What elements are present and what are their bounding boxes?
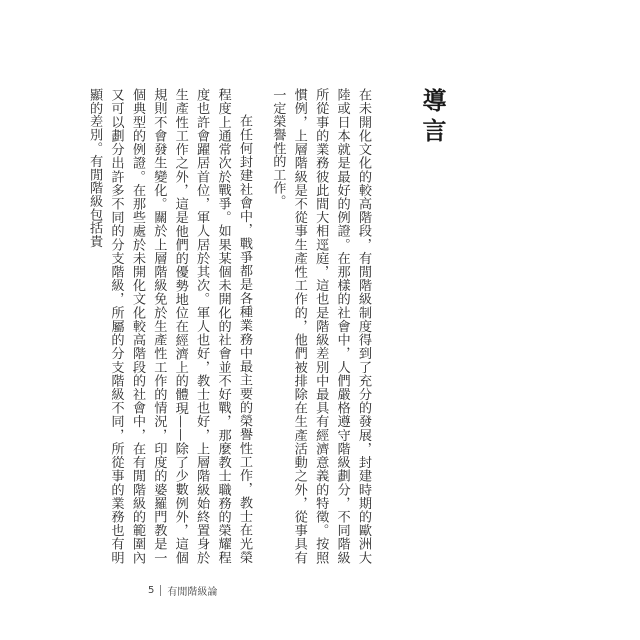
running-book-title: 有閒階級論 [167, 587, 218, 598]
page-number: 5 [148, 585, 161, 596]
page-footer [148, 583, 217, 598]
paragraph-2: 在任何封建社會中，戰爭都是各種業務中最主要的榮譽性工作，教士在光榮程度上通常次於戰爭。如果某個未開化的社會並不好戰，那麼教士職務的榮耀程度也許會躍居首位，軍人居於其次。軍人也好，教士也好，上層階級始終置身於生產性工作之外，這是他們的優勢地位在經濟上的體現——除了少數例外，這個規則不會發生變化。關於上層階級免於生產性工作的情況，印度的婆羅門教是一個典型的例證。在那些處於未開化文化較高階段的社會中，在有閒階級的範圍內又可以劃分出許多不同的分支階級，所屬的分支階級不同，所從事的業務也有明顯的差別。有閒階級包括貴 [87, 88, 252, 564]
chapter-title: 導言 [418, 88, 447, 148]
paragraph-1: 在未開化文化的較高階段，有閒階級制度得到了充分的發展，封建時期的歐洲大陸或日本就是最好的例證。在那樣的社會中，人們嚴格遵守階級劃分，不同階級所從事的業務彼此間大相逕庭，這也是階級差別中最具有經濟意義的特徵。按照慣例，上層階級是不從事生產性工作的，他們被排除在生產活動之外，從事具有一定榮譽性的工作。 [270, 88, 371, 564]
body-text [87, 88, 374, 564]
